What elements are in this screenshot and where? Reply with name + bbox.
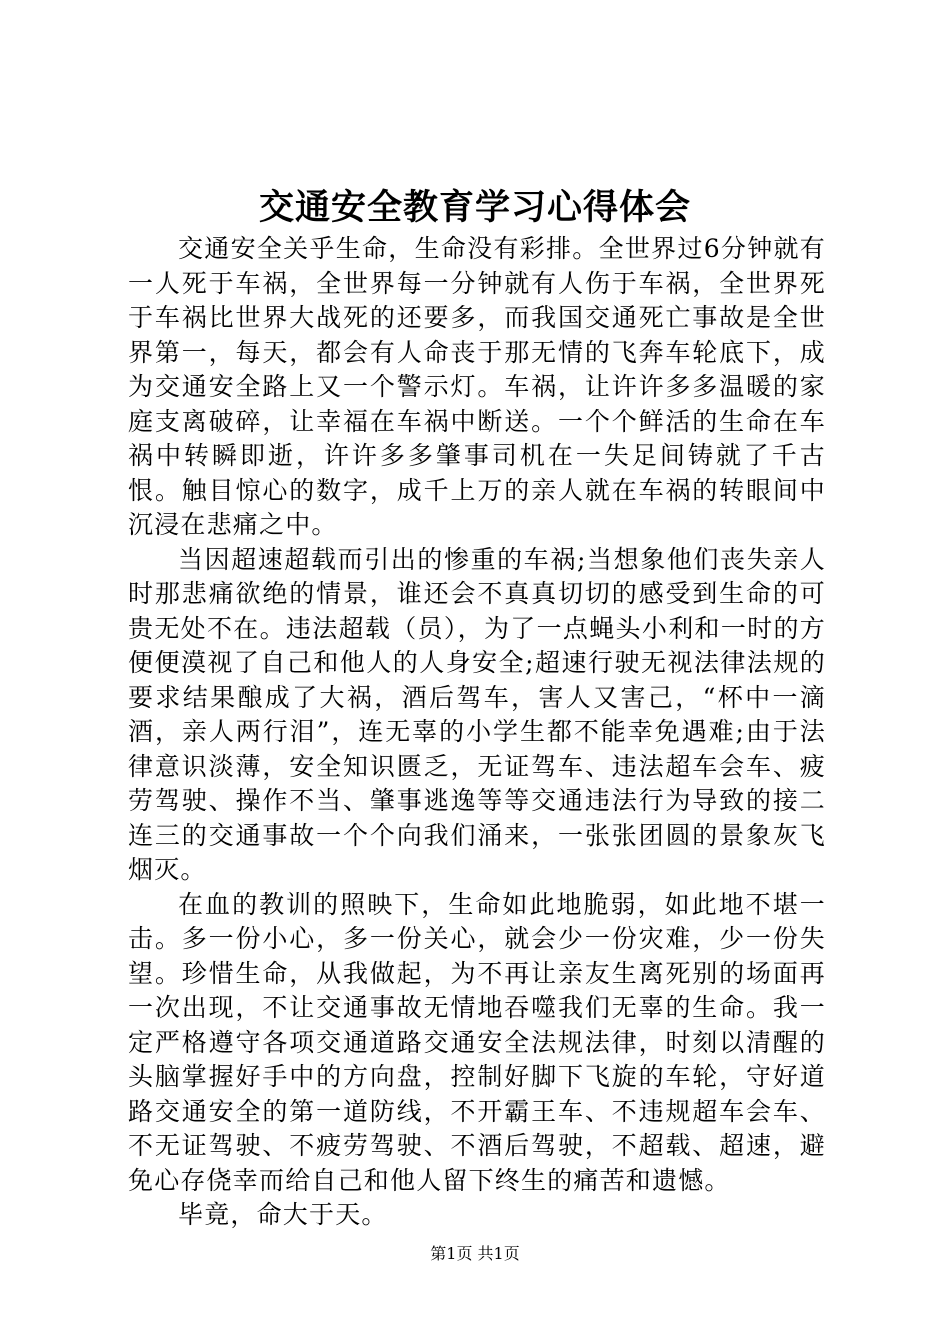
page-number-footer: 第1页 共1页 (430, 1244, 520, 1263)
document-body (128, 232, 826, 1233)
paragraph-2: 当因超速超载而引出的惨重的车祸;当想象他们丧失亲人时那悲痛欲绝的情景，谁还会不真真切切的感受到生命的可贵无处不在。违法超载（员），为了一点蝇头小利和一时的方便便漠视了自己和他人的人身安全;超速行驶无视法律法规的要求结果酿成了大祸，酒后驾车，害人又害己，“杯中一滴酒，亲人两行泪”，连无辜的小学生都不能幸免遇难;由于法律意识淡薄，安全知识匮乏，无证驾车、违法超车会车、疲劳驾驶、操作不当、肇事逃逸等等交通违法行为导致的接二连三的交通事故一个个向我们涌来，一张张团圆的景象灰飞烟灭。 (128, 544, 826, 884)
paragraph-3: 在血的教训的照映下，生命如此地脆弱，如此地不堪一击。多一份小心，多一份关心，就会少一份灾难，少一份失望。珍惜生命，从我做起，为不再让亲友生离死别的场面再一次出现，不让交通事故无情地吞噬我们无辜的生命。我一定严格遵守各项交通道路交通安全法规法律，时刻以清醒的头脑掌握好手中的方向盘，控制好脚下飞旋的车轮，守好道路交通安全的第一道防线，不开霸王车、不违规超车会车、不无证驾驶、不疲劳驾驶、不酒后驾驶，不超载、超速，避免心存侥幸而给自己和他人留下终生的痛苦和遗憾。 (128, 889, 826, 1195)
document-title: 交通安全教育学习心得体会 (258, 187, 691, 228)
paragraph-1: 交通安全关乎生命，生命没有彩排。全世界过6分钟就有一人死于车祸，全世界每一分钟就有人伤于车祸，全世界死于车祸比世界大战死的还要多，而我国交通死亡事故是全世界第一，每天，都会有人命丧于那无情的飞奔车轮底下，成为交通安全路上又一个警示灯。车祸，让许许多多温暖的家庭支离破碎，让幸福在车祸中断送。一个个鲜活的生命在车祸中转瞬即逝，许许多多肇事司机在一失足间铸就了千古恨。触目惊心的数字，成千上万的亲人就在车祸的转眼间中沉浸在悲痛之中。 (128, 234, 826, 539)
paragraph-4: 毕竟，命大于天。 (178, 1200, 388, 1229)
